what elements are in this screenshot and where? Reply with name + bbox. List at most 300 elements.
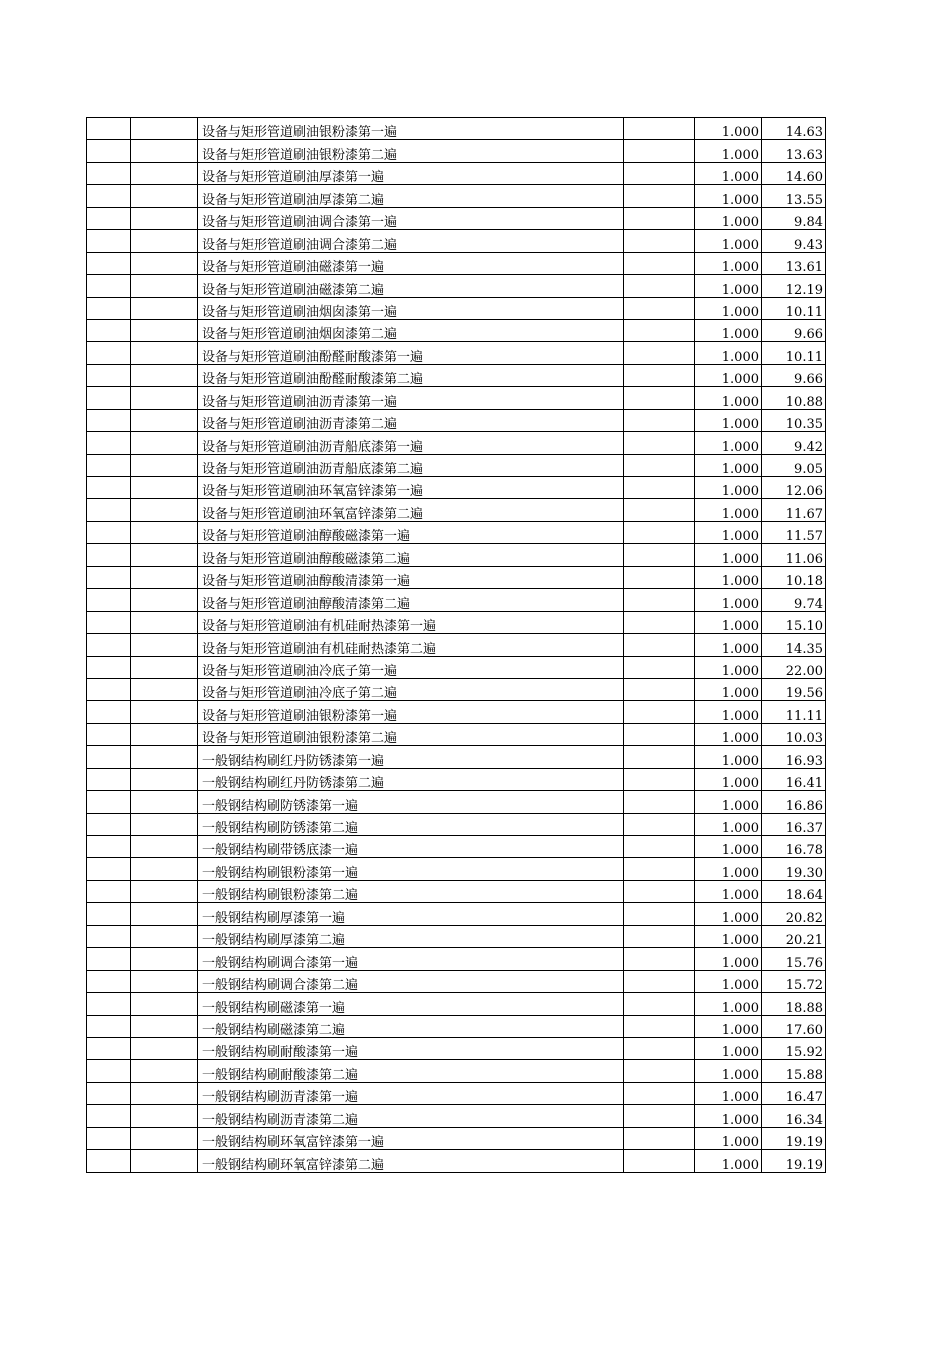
item-name-cell: 一般钢结构刷环氧富锌漆第二遍	[198, 1150, 624, 1172]
unit-cell	[624, 993, 695, 1015]
table-row	[87, 791, 826, 813]
quantity-cell: 1.000	[695, 634, 762, 656]
table-row	[87, 185, 826, 207]
id-cell	[131, 1082, 198, 1104]
table-row	[87, 432, 826, 454]
item-name-cell: 一般钢结构刷耐酸漆第二遍	[198, 1060, 624, 1082]
quantity-cell: 1.000	[695, 297, 762, 319]
id-cell	[131, 836, 198, 858]
price-cell: 20.82	[762, 903, 826, 925]
unit-cell	[624, 1105, 695, 1127]
price-cell: 15.72	[762, 970, 826, 992]
item-name-cell: 设备与矩形管道刷油烟囱漆第二遍	[198, 319, 624, 341]
quantity-cell: 1.000	[695, 544, 762, 566]
table-row	[87, 813, 826, 835]
item-name-cell: 一般钢结构刷调合漆第二遍	[198, 970, 624, 992]
table-row	[87, 948, 826, 970]
quantity-cell: 1.000	[695, 432, 762, 454]
code-cell	[87, 948, 131, 970]
price-cell: 18.88	[762, 993, 826, 1015]
item-name-cell: 一般钢结构刷银粉漆第一遍	[198, 858, 624, 880]
code-cell	[87, 118, 131, 140]
unit-cell	[624, 364, 695, 386]
unit-cell	[624, 544, 695, 566]
id-cell	[131, 1060, 198, 1082]
code-cell	[87, 993, 131, 1015]
unit-cell	[624, 1127, 695, 1149]
table-row	[87, 499, 826, 521]
quantity-cell: 1.000	[695, 454, 762, 476]
unit-cell	[624, 858, 695, 880]
quantity-cell: 1.000	[695, 1150, 762, 1172]
id-cell	[131, 970, 198, 992]
code-cell	[87, 970, 131, 992]
id-cell	[131, 678, 198, 700]
table-row	[87, 387, 826, 409]
quantity-cell: 1.000	[695, 948, 762, 970]
code-cell	[87, 342, 131, 364]
unit-cell	[624, 903, 695, 925]
unit-cell	[624, 140, 695, 162]
table-row	[87, 746, 826, 768]
code-cell	[87, 252, 131, 274]
quantity-cell: 1.000	[695, 162, 762, 184]
code-cell	[87, 499, 131, 521]
quantity-cell: 1.000	[695, 387, 762, 409]
table-row	[87, 858, 826, 880]
unit-cell	[624, 813, 695, 835]
quantity-cell: 1.000	[695, 230, 762, 252]
code-cell	[87, 409, 131, 431]
id-cell	[131, 880, 198, 902]
code-cell	[87, 432, 131, 454]
table-row	[87, 1060, 826, 1082]
id-cell	[131, 656, 198, 678]
unit-cell	[624, 566, 695, 588]
unit-cell	[624, 948, 695, 970]
item-name-cell: 一般钢结构刷耐酸漆第一遍	[198, 1037, 624, 1059]
item-name-cell: 一般钢结构刷调合漆第一遍	[198, 948, 624, 970]
id-cell	[131, 813, 198, 835]
unit-cell	[624, 1015, 695, 1037]
item-name-cell: 设备与矩形管道刷油调合漆第二遍	[198, 230, 624, 252]
item-name-cell: 一般钢结构刷磁漆第二遍	[198, 1015, 624, 1037]
unit-cell	[624, 723, 695, 745]
id-cell	[131, 162, 198, 184]
id-cell	[131, 521, 198, 543]
quantity-cell: 1.000	[695, 409, 762, 431]
item-name-cell: 设备与矩形管道刷油银粉漆第一遍	[198, 118, 624, 140]
price-cell: 12.19	[762, 275, 826, 297]
price-cell: 11.11	[762, 701, 826, 723]
unit-cell	[624, 185, 695, 207]
code-cell	[87, 207, 131, 229]
unit-cell	[624, 836, 695, 858]
price-cell: 11.67	[762, 499, 826, 521]
unit-cell	[624, 477, 695, 499]
quantity-cell: 1.000	[695, 521, 762, 543]
id-cell	[131, 409, 198, 431]
table-row	[87, 768, 826, 790]
quantity-cell: 1.000	[695, 566, 762, 588]
item-name-cell: 一般钢结构刷环氧富锌漆第一遍	[198, 1127, 624, 1149]
code-cell	[87, 544, 131, 566]
price-cell: 14.63	[762, 118, 826, 140]
code-cell	[87, 656, 131, 678]
item-name-cell: 设备与矩形管道刷油沥青船底漆第一遍	[198, 432, 624, 454]
code-cell	[87, 925, 131, 947]
price-cell: 13.55	[762, 185, 826, 207]
quantity-cell: 1.000	[695, 118, 762, 140]
code-cell	[87, 634, 131, 656]
price-cell: 9.66	[762, 319, 826, 341]
unit-cell	[624, 409, 695, 431]
id-cell	[131, 723, 198, 745]
price-cell: 16.86	[762, 791, 826, 813]
price-cell: 17.60	[762, 1015, 826, 1037]
price-cell: 9.66	[762, 364, 826, 386]
id-cell	[131, 925, 198, 947]
quantity-cell: 1.000	[695, 993, 762, 1015]
code-cell	[87, 566, 131, 588]
table-row	[87, 611, 826, 633]
code-cell	[87, 858, 131, 880]
price-table	[86, 117, 826, 1173]
unit-cell	[624, 1037, 695, 1059]
price-cell: 19.19	[762, 1127, 826, 1149]
quantity-cell: 1.000	[695, 1015, 762, 1037]
price-cell: 11.06	[762, 544, 826, 566]
table-row	[87, 230, 826, 252]
unit-cell	[624, 1082, 695, 1104]
price-cell: 15.10	[762, 611, 826, 633]
quantity-cell: 1.000	[695, 656, 762, 678]
item-name-cell: 设备与矩形管道刷油醇酸磁漆第二遍	[198, 544, 624, 566]
item-name-cell: 一般钢结构刷厚漆第一遍	[198, 903, 624, 925]
code-cell	[87, 701, 131, 723]
id-cell	[131, 1127, 198, 1149]
unit-cell	[624, 521, 695, 543]
code-cell	[87, 1082, 131, 1104]
price-cell: 10.11	[762, 342, 826, 364]
code-cell	[87, 1150, 131, 1172]
code-cell	[87, 836, 131, 858]
unit-cell	[624, 432, 695, 454]
price-cell: 15.92	[762, 1037, 826, 1059]
table-row	[87, 319, 826, 341]
unit-cell	[624, 678, 695, 700]
table-row	[87, 342, 826, 364]
code-cell	[87, 1105, 131, 1127]
table-row	[87, 903, 826, 925]
item-name-cell: 设备与矩形管道刷油醇酸清漆第二遍	[198, 589, 624, 611]
price-cell: 14.60	[762, 162, 826, 184]
unit-cell	[624, 746, 695, 768]
code-cell	[87, 1037, 131, 1059]
code-cell	[87, 768, 131, 790]
id-cell	[131, 701, 198, 723]
item-name-cell: 设备与矩形管道刷油冷底子第二遍	[198, 678, 624, 700]
quantity-cell: 1.000	[695, 880, 762, 902]
item-name-cell: 设备与矩形管道刷油冷底子第一遍	[198, 656, 624, 678]
id-cell	[131, 746, 198, 768]
table-row	[87, 1037, 826, 1059]
item-name-cell: 设备与矩形管道刷油环氧富锌漆第一遍	[198, 477, 624, 499]
table-row	[87, 634, 826, 656]
price-cell: 15.76	[762, 948, 826, 970]
id-cell	[131, 454, 198, 476]
price-cell: 14.35	[762, 634, 826, 656]
unit-cell	[624, 207, 695, 229]
unit-cell	[624, 1150, 695, 1172]
code-cell	[87, 275, 131, 297]
unit-cell	[624, 342, 695, 364]
unit-cell	[624, 275, 695, 297]
table-row	[87, 207, 826, 229]
id-cell	[131, 387, 198, 409]
id-cell	[131, 544, 198, 566]
price-cell: 22.00	[762, 656, 826, 678]
item-name-cell: 设备与矩形管道刷油厚漆第一遍	[198, 162, 624, 184]
code-cell	[87, 791, 131, 813]
price-cell: 19.19	[762, 1150, 826, 1172]
table-row	[87, 275, 826, 297]
code-cell	[87, 678, 131, 700]
table-row	[87, 993, 826, 1015]
unit-cell	[624, 297, 695, 319]
id-cell	[131, 611, 198, 633]
table-row	[87, 252, 826, 274]
quantity-cell: 1.000	[695, 1082, 762, 1104]
quantity-cell: 1.000	[695, 1127, 762, 1149]
id-cell	[131, 477, 198, 499]
id-cell	[131, 118, 198, 140]
id-cell	[131, 948, 198, 970]
table-row	[87, 162, 826, 184]
table-row	[87, 140, 826, 162]
price-cell: 18.64	[762, 880, 826, 902]
price-cell: 16.93	[762, 746, 826, 768]
table-row	[87, 880, 826, 902]
table-row	[87, 970, 826, 992]
table-row	[87, 1105, 826, 1127]
code-cell	[87, 1060, 131, 1082]
table-row	[87, 836, 826, 858]
id-cell	[131, 432, 198, 454]
code-cell	[87, 521, 131, 543]
quantity-cell: 1.000	[695, 925, 762, 947]
unit-cell	[624, 387, 695, 409]
id-cell	[131, 140, 198, 162]
unit-cell	[624, 791, 695, 813]
quantity-cell: 1.000	[695, 140, 762, 162]
price-cell: 10.35	[762, 409, 826, 431]
id-cell	[131, 791, 198, 813]
price-cell: 16.37	[762, 813, 826, 835]
price-cell: 13.61	[762, 252, 826, 274]
id-cell	[131, 1037, 198, 1059]
price-cell: 16.47	[762, 1082, 826, 1104]
item-name-cell: 设备与矩形管道刷油烟囱漆第一遍	[198, 297, 624, 319]
item-name-cell: 设备与矩形管道刷油银粉漆第二遍	[198, 723, 624, 745]
quantity-cell: 1.000	[695, 858, 762, 880]
unit-cell	[624, 880, 695, 902]
unit-cell	[624, 499, 695, 521]
item-name-cell: 设备与矩形管道刷油银粉漆第一遍	[198, 701, 624, 723]
price-cell: 9.05	[762, 454, 826, 476]
quantity-cell: 1.000	[695, 252, 762, 274]
unit-cell	[624, 454, 695, 476]
id-cell	[131, 275, 198, 297]
id-cell	[131, 185, 198, 207]
item-name-cell: 一般钢结构刷沥青漆第一遍	[198, 1082, 624, 1104]
table-row	[87, 364, 826, 386]
table-row	[87, 1150, 826, 1172]
code-cell	[87, 903, 131, 925]
id-cell	[131, 297, 198, 319]
code-cell	[87, 364, 131, 386]
quantity-cell: 1.000	[695, 342, 762, 364]
quantity-cell: 1.000	[695, 1105, 762, 1127]
code-cell	[87, 140, 131, 162]
item-name-cell: 一般钢结构刷防锈漆第一遍	[198, 791, 624, 813]
unit-cell	[624, 701, 695, 723]
price-cell: 9.74	[762, 589, 826, 611]
table-row	[87, 566, 826, 588]
quantity-cell: 1.000	[695, 364, 762, 386]
table-row	[87, 544, 826, 566]
unit-cell	[624, 118, 695, 140]
code-cell	[87, 813, 131, 835]
code-cell	[87, 230, 131, 252]
id-cell	[131, 993, 198, 1015]
id-cell	[131, 342, 198, 364]
table-row	[87, 1127, 826, 1149]
id-cell	[131, 499, 198, 521]
quantity-cell: 1.000	[695, 791, 762, 813]
quantity-cell: 1.000	[695, 768, 762, 790]
table-row	[87, 477, 826, 499]
item-name-cell: 设备与矩形管道刷油环氧富锌漆第二遍	[198, 499, 624, 521]
table-row	[87, 521, 826, 543]
code-cell	[87, 611, 131, 633]
item-name-cell: 一般钢结构刷红丹防锈漆第一遍	[198, 746, 624, 768]
item-name-cell: 设备与矩形管道刷油酚醛耐酸漆第二遍	[198, 364, 624, 386]
price-cell: 10.11	[762, 297, 826, 319]
price-cell: 11.57	[762, 521, 826, 543]
id-cell	[131, 589, 198, 611]
quantity-cell: 1.000	[695, 678, 762, 700]
item-name-cell: 设备与矩形管道刷油有机硅耐热漆第二遍	[198, 634, 624, 656]
code-cell	[87, 387, 131, 409]
quantity-cell: 1.000	[695, 723, 762, 745]
quantity-cell: 1.000	[695, 611, 762, 633]
quantity-cell: 1.000	[695, 1060, 762, 1082]
id-cell	[131, 1150, 198, 1172]
table-row	[87, 409, 826, 431]
price-table-body	[87, 118, 826, 1173]
unit-cell	[624, 970, 695, 992]
price-cell: 9.84	[762, 207, 826, 229]
id-cell	[131, 207, 198, 229]
code-cell	[87, 162, 131, 184]
id-cell	[131, 364, 198, 386]
item-name-cell: 一般钢结构刷磁漆第一遍	[198, 993, 624, 1015]
table-row	[87, 118, 826, 140]
price-cell: 9.42	[762, 432, 826, 454]
price-cell: 20.21	[762, 925, 826, 947]
item-name-cell: 设备与矩形管道刷油厚漆第二遍	[198, 185, 624, 207]
code-cell	[87, 1127, 131, 1149]
item-name-cell: 一般钢结构刷红丹防锈漆第二遍	[198, 768, 624, 790]
price-cell: 15.88	[762, 1060, 826, 1082]
item-name-cell: 一般钢结构刷沥青漆第二遍	[198, 1105, 624, 1127]
item-name-cell: 设备与矩形管道刷油调合漆第一遍	[198, 207, 624, 229]
id-cell	[131, 1015, 198, 1037]
id-cell	[131, 319, 198, 341]
code-cell	[87, 185, 131, 207]
quantity-cell: 1.000	[695, 701, 762, 723]
item-name-cell: 设备与矩形管道刷油银粉漆第二遍	[198, 140, 624, 162]
id-cell	[131, 768, 198, 790]
code-cell	[87, 1015, 131, 1037]
quantity-cell: 1.000	[695, 275, 762, 297]
table-row	[87, 925, 826, 947]
table-row	[87, 723, 826, 745]
id-cell	[131, 252, 198, 274]
price-cell: 12.06	[762, 477, 826, 499]
item-name-cell: 一般钢结构刷厚漆第二遍	[198, 925, 624, 947]
quantity-cell: 1.000	[695, 589, 762, 611]
table-row	[87, 454, 826, 476]
unit-cell	[624, 589, 695, 611]
id-cell	[131, 903, 198, 925]
quantity-cell: 1.000	[695, 813, 762, 835]
unit-cell	[624, 925, 695, 947]
quantity-cell: 1.000	[695, 903, 762, 925]
code-cell	[87, 297, 131, 319]
unit-cell	[624, 230, 695, 252]
quantity-cell: 1.000	[695, 836, 762, 858]
item-name-cell: 一般钢结构刷防锈漆第二遍	[198, 813, 624, 835]
table-row	[87, 1015, 826, 1037]
id-cell	[131, 1105, 198, 1127]
code-cell	[87, 319, 131, 341]
code-cell	[87, 723, 131, 745]
item-name-cell: 设备与矩形管道刷油有机硅耐热漆第一遍	[198, 611, 624, 633]
unit-cell	[624, 611, 695, 633]
unit-cell	[624, 656, 695, 678]
table-row	[87, 297, 826, 319]
item-name-cell: 设备与矩形管道刷油沥青漆第一遍	[198, 387, 624, 409]
id-cell	[131, 858, 198, 880]
price-cell: 19.30	[762, 858, 826, 880]
id-cell	[131, 566, 198, 588]
item-name-cell: 设备与矩形管道刷油醇酸磁漆第一遍	[198, 521, 624, 543]
quantity-cell: 1.000	[695, 477, 762, 499]
item-name-cell: 设备与矩形管道刷油磁漆第二遍	[198, 275, 624, 297]
unit-cell	[624, 319, 695, 341]
price-cell: 13.63	[762, 140, 826, 162]
price-cell: 19.56	[762, 678, 826, 700]
code-cell	[87, 746, 131, 768]
price-cell: 16.41	[762, 768, 826, 790]
table-row	[87, 1082, 826, 1104]
price-cell: 16.34	[762, 1105, 826, 1127]
table-row	[87, 656, 826, 678]
quantity-cell: 1.000	[695, 499, 762, 521]
unit-cell	[624, 162, 695, 184]
